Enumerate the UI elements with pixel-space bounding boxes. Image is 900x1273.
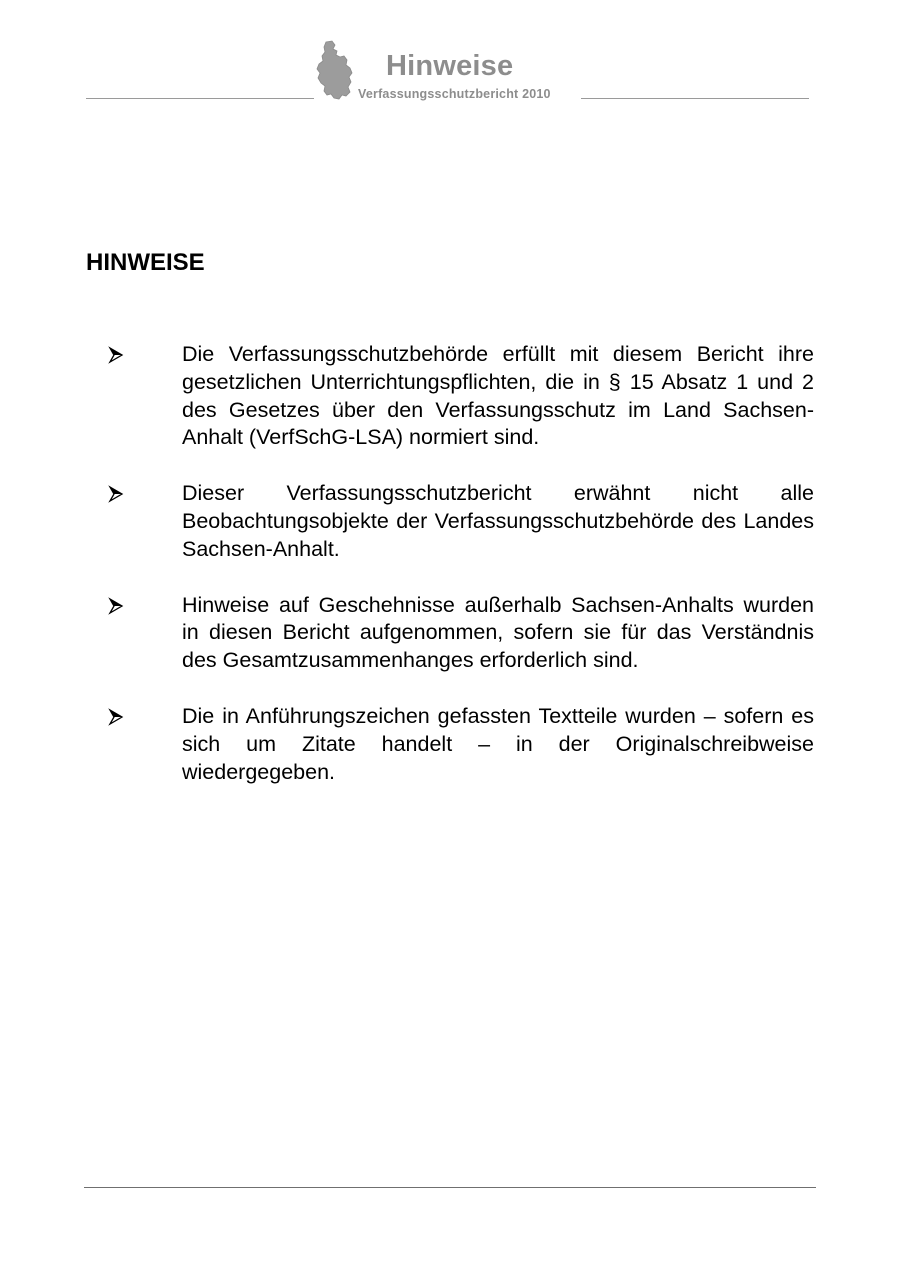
page-header	[0, 0, 900, 110]
note-text: Dieser Verfassungsschutzbericht erwähnt nicht alle Beobachtungsobjekte der Verfassungsschutzbehörde des Landes Sachsen-Anhalt.	[182, 481, 814, 561]
arrowhead-bullet-icon	[108, 595, 124, 617]
note-text: Die Verfassungsschutzbehörde erfüllt mit diesem Bericht ihre gesetzlichen Unterrichtungspflichten, die in § 15 Absatz 1 und 2 des Gesetzes über den Verfassungsschutz im Land Sachsen-Anhalt (VerfSchG-LSA) normiert sind.	[182, 342, 814, 450]
header-subtitle: Verfassungsschutzbericht 2010	[358, 87, 551, 101]
arrowhead-bullet-icon	[108, 483, 124, 505]
page-title: HINWEISE	[86, 249, 205, 276]
list-item	[108, 341, 814, 452]
footer-rule	[84, 1187, 816, 1188]
note-text: Hinweise auf Geschehnisse außerhalb Sachsen-Anhalts wurden in diesen Bericht aufgenommen, sofern sie für das Verständnis des Gesamtzusammenhanges erforderlich sind.	[182, 592, 814, 673]
list-item	[108, 480, 814, 563]
notes-list	[108, 341, 814, 814]
list-item	[108, 703, 814, 786]
header-rule-right	[581, 98, 809, 99]
arrowhead-bullet-icon	[108, 344, 124, 366]
header-title: Hinweise	[386, 50, 514, 82]
arrowhead-bullet-icon	[108, 706, 124, 728]
saxony-anhalt-map-icon	[316, 40, 356, 102]
list-item	[108, 592, 814, 675]
header-rule-left	[86, 98, 314, 99]
note-text: Die in Anführungszeichen gefassten Textteile wurden – sofern es sich um Zitate handelt – in der Originalschreibweise wiedergegeben.	[182, 703, 814, 784]
